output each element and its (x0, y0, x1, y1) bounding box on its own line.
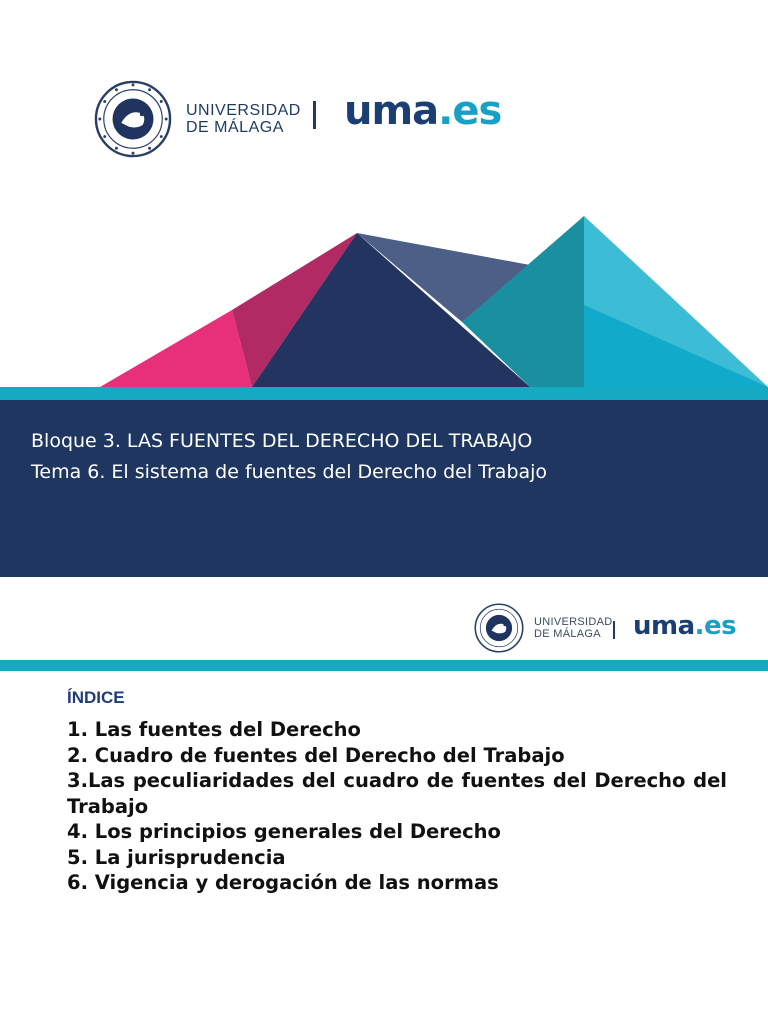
logo-separator (613, 621, 615, 639)
index-item: 3.Las peculiaridades del cuadro de fuentes del Derecho del Trabajo (67, 769, 727, 818)
university-name-line1: UNIVERSIDAD (534, 616, 613, 628)
index-heading: ÍNDICE (67, 688, 125, 707)
index-item: 4. Los principios generales del Derecho (67, 820, 501, 843)
uma-wordmark: uma (633, 611, 695, 641)
mountains-graphic (0, 210, 768, 400)
es-wordmark: .es (438, 88, 502, 134)
university-seal-icon (94, 80, 172, 158)
block-title: Bloque 3. LAS FUENTES DEL DERECHO DEL TRABAJO (31, 430, 533, 452)
university-name-line1: UNIVERSIDAD (186, 102, 301, 119)
index-item: 2. Cuadro de fuentes del Derecho del Trabajo (67, 743, 565, 767)
university-seal-icon (474, 603, 524, 653)
logo-separator (313, 101, 316, 129)
university-name-line2: DE MÁLAGA (186, 119, 284, 136)
uma-es-logo-small (633, 611, 736, 641)
uma-wordmark: uma (344, 88, 439, 134)
university-logo (94, 80, 301, 158)
es-wordmark: .es (694, 611, 737, 641)
index-slide (0, 577, 768, 1024)
title-box (0, 400, 768, 577)
university-logo-small (474, 603, 612, 653)
university-name-small (534, 616, 612, 640)
teal-band (0, 387, 768, 400)
index-item: 1. Las fuentes del Derecho (67, 718, 361, 741)
uma-es-logo (344, 88, 501, 134)
index-list (67, 717, 727, 896)
teal-band (0, 660, 768, 671)
university-name (186, 102, 301, 136)
university-name-line2: DE MÁLAGA (534, 628, 601, 640)
index-item: 6. Vigencia y derogación de las normas (67, 871, 499, 894)
topic-title: Tema 6. El sistema de fuentes del Derecho del Trabajo (31, 461, 548, 483)
index-item: 5. La jurisprudencia (67, 845, 286, 869)
